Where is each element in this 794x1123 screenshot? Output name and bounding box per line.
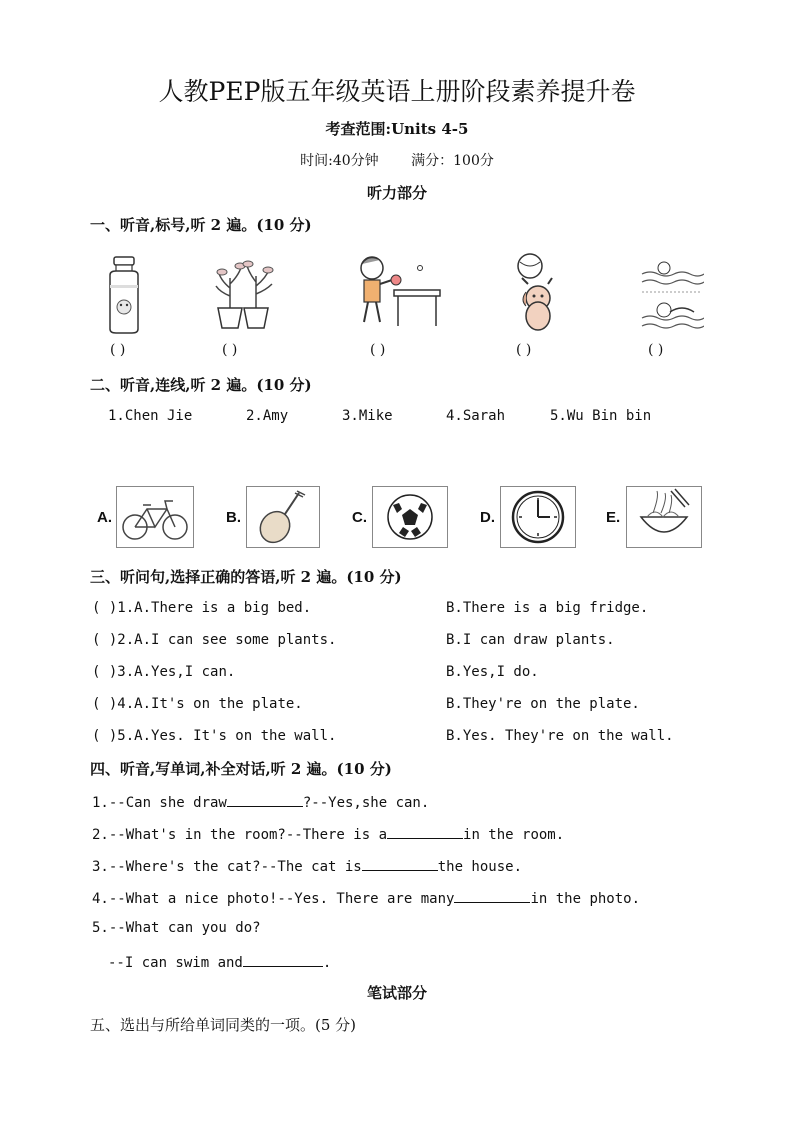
sentence-before: 5.--What can you do? bbox=[92, 920, 261, 936]
fill-blank-row bbox=[92, 920, 261, 936]
answer-blank[interactable] bbox=[227, 792, 303, 807]
answer-paren[interactable]: ( ) bbox=[370, 342, 386, 358]
writing-part-heading: 笔试部分 bbox=[366, 984, 427, 1002]
football-picture bbox=[372, 486, 448, 548]
clock-picture bbox=[500, 486, 576, 548]
name-item: 4.Sarah bbox=[446, 408, 506, 424]
option-a: 2.A.I can see some plants. bbox=[117, 632, 337, 648]
option-b: B.They're on the plate. bbox=[446, 696, 640, 712]
ping-pong-boy-picture bbox=[354, 252, 442, 330]
bicycle-picture bbox=[116, 486, 194, 548]
option-b: B.There is a big fridge. bbox=[446, 600, 649, 616]
sentence-before: 2.--What's in the room?--There is a bbox=[92, 827, 388, 843]
sentence-after: the house. bbox=[437, 859, 523, 875]
exam-scope: 考查范围:Units 4-5 bbox=[325, 120, 469, 138]
name-item: 1.Chen Jie bbox=[108, 408, 193, 424]
option-letter: D. bbox=[480, 509, 495, 526]
score-label: 满分：100分 bbox=[411, 153, 494, 169]
section5-heading: 五、选出与所给单词同类的一项。(5 分) bbox=[90, 1016, 357, 1034]
name-item: 5.Wu Bin bin bbox=[550, 408, 652, 424]
option-letter: C. bbox=[352, 509, 367, 526]
section2-heading: 二、听音,连线,听 2 遍。(10 分) bbox=[90, 376, 312, 394]
sentence-before: 1.--Can she draw bbox=[92, 795, 227, 811]
noodles-picture bbox=[626, 486, 702, 548]
dog-ball-picture bbox=[512, 252, 562, 334]
time-label: 时间:40分钟 bbox=[300, 153, 379, 169]
sentence-after: in the room. bbox=[463, 827, 565, 843]
plants-picture bbox=[214, 258, 274, 330]
page-title: 人教PEP版五年级英语上册阶段素养提升卷 bbox=[158, 77, 636, 106]
question-row bbox=[92, 632, 336, 648]
sentence-before: --I can swim and bbox=[108, 955, 243, 971]
swimming-picture bbox=[640, 254, 704, 334]
fill-blank-row bbox=[92, 792, 429, 811]
option-letter: E. bbox=[606, 509, 621, 526]
option-a: 3.A.Yes,I can. bbox=[117, 664, 236, 680]
answer-paren[interactable]: ( ) bbox=[92, 728, 118, 744]
answer-blank[interactable] bbox=[387, 824, 463, 839]
option-a: 4.A.It's on the plate. bbox=[117, 696, 303, 712]
option-b: B.Yes,I do. bbox=[446, 664, 539, 680]
name-item: 2.Amy bbox=[246, 408, 289, 424]
sentence-before: 4.--What a nice photo!--Yes. There are many bbox=[92, 891, 455, 907]
question-row bbox=[92, 600, 311, 616]
answer-blank[interactable] bbox=[243, 952, 323, 967]
question-row bbox=[92, 696, 303, 712]
section1-heading: 一、听音,标号,听 2 遍。(10 分) bbox=[90, 216, 312, 234]
fill-blank-row bbox=[92, 856, 522, 875]
sentence-after: ?--Yes,she can. bbox=[302, 795, 430, 811]
time-score-line bbox=[0, 150, 794, 170]
option-b: B.Yes. They're on the wall. bbox=[446, 728, 674, 744]
option-letter: B. bbox=[226, 509, 241, 526]
sentence-after: . bbox=[322, 955, 332, 971]
question-row bbox=[92, 664, 235, 680]
pipa-picture bbox=[246, 486, 320, 548]
section3-heading: 三、听问句,选择正确的答语,听 2 遍。(10 分) bbox=[90, 568, 402, 586]
option-a: 1.A.There is a big bed. bbox=[117, 600, 312, 616]
answer-paren[interactable]: ( ) bbox=[648, 342, 664, 358]
answer-paren[interactable]: ( ) bbox=[92, 600, 118, 616]
name-item: 3.Mike bbox=[342, 408, 393, 424]
answer-paren[interactable]: ( ) bbox=[222, 342, 238, 358]
thermos-bottle-picture bbox=[104, 255, 144, 335]
sentence-after: in the photo. bbox=[530, 891, 641, 907]
fill-blank-row bbox=[92, 824, 564, 843]
option-letter: A. bbox=[97, 509, 112, 526]
fill-blank-row bbox=[92, 888, 640, 907]
fill-blank-row bbox=[108, 952, 331, 971]
option-a: 5.A.Yes. It's on the wall. bbox=[117, 728, 337, 744]
listening-part-heading: 听力部分 bbox=[366, 184, 427, 202]
answer-paren[interactable]: ( ) bbox=[92, 632, 118, 648]
question-row bbox=[92, 728, 336, 744]
answer-blank[interactable] bbox=[362, 856, 438, 871]
option-b: B.I can draw plants. bbox=[446, 632, 615, 648]
sentence-before: 3.--Where's the cat?--The cat is bbox=[92, 859, 362, 875]
answer-blank[interactable] bbox=[454, 888, 530, 903]
section4-heading: 四、听音,写单词,补全对话,听 2 遍。(10 分) bbox=[90, 760, 392, 778]
answer-paren[interactable]: ( ) bbox=[110, 342, 126, 358]
answer-paren[interactable]: ( ) bbox=[516, 342, 532, 358]
answer-paren[interactable]: ( ) bbox=[92, 664, 118, 680]
answer-paren[interactable]: ( ) bbox=[92, 696, 118, 712]
